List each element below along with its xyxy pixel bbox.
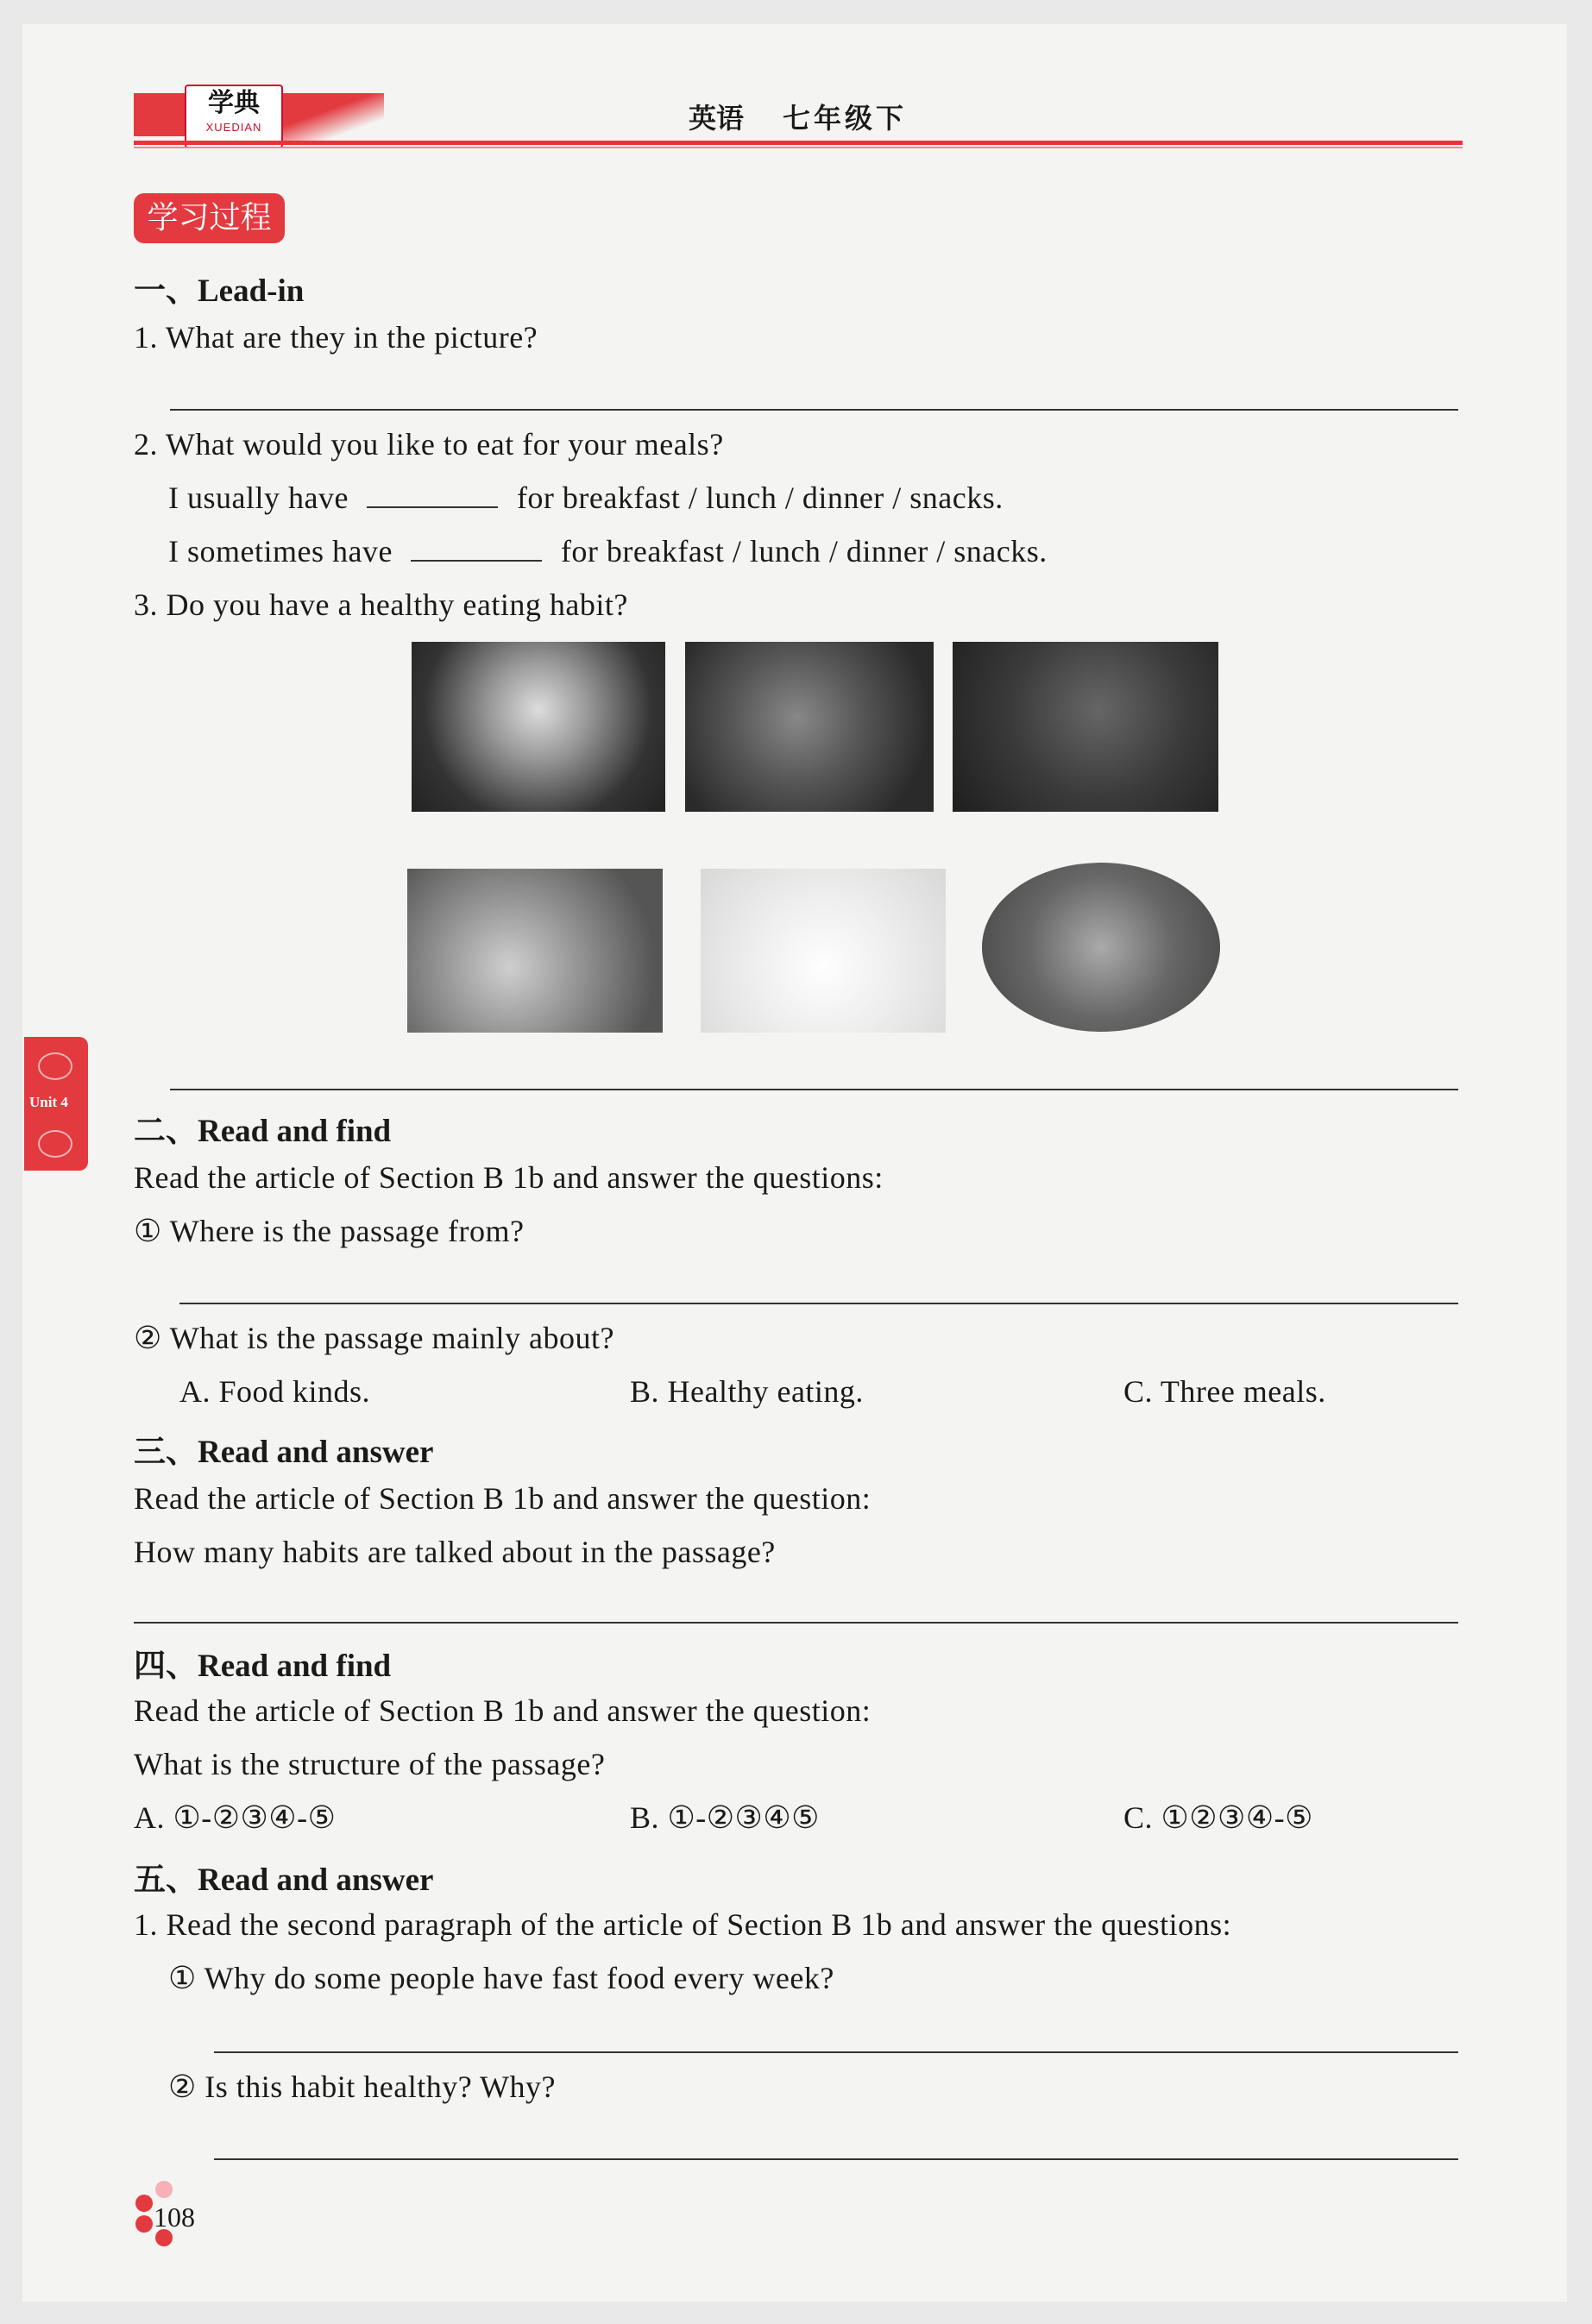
fast-food-photo (953, 642, 1218, 812)
section-3-question: How many habits are talked about in the passage? (134, 1535, 776, 1569)
side-tab-decoration (38, 1052, 72, 1080)
header-grade: 七年级下 (783, 102, 908, 135)
section-5-q2: ② Is this habit healthy? Why? (168, 2070, 557, 2104)
answer-line[interactable] (170, 409, 1458, 411)
page-number: 108 (154, 2202, 195, 2233)
header-red-swoosh-tail (280, 93, 384, 141)
section-5-intro: 1. Read the second paragraph of the article of Section B 1b and answer the questions: (134, 1907, 1232, 1942)
logo-chinese-text: 学典 (208, 88, 260, 118)
section-1-q2: 2. What would you like to eat for your meals? (134, 427, 724, 462)
q2-line1-suffix: for breakfast / lunch / dinner / snacks. (516, 481, 1004, 515)
section-3-title: 三、Read and answer (134, 1435, 434, 1470)
section-5-title: 五、Read and answer (134, 1862, 434, 1898)
decor-dot (135, 2215, 153, 2233)
answer-line[interactable] (214, 2158, 1458, 2160)
logo-english-text: XUEDIAN (205, 121, 262, 134)
header-red-swoosh (134, 93, 186, 136)
brand-logo (185, 85, 283, 148)
section-1-q2-line1 (168, 480, 1004, 516)
decor-dot (155, 2181, 173, 2198)
fill-blank-sometimes[interactable] (411, 534, 542, 562)
section-2-q2: ② What is the passage mainly about? (134, 1321, 614, 1355)
section-1-q2-line2 (168, 533, 1048, 569)
structure-option-b[interactable]: B. ①-②③④⑤ (630, 1800, 820, 1835)
section-2-intro: Read the article of Section B 1b and answer the questions: (134, 1160, 884, 1195)
section-4-intro: Read the article of Section B 1b and answer the question: (134, 1693, 872, 1728)
structure-option-a[interactable]: A. ①-②③④-⑤ (134, 1800, 337, 1835)
vegetables-photo (412, 642, 665, 812)
q2-line2-suffix: for breakfast / lunch / dinner / snacks. (560, 534, 1048, 568)
section-3-intro: Read the article of Section B 1b and answer the question: (134, 1481, 872, 1516)
option-b[interactable]: B. Healthy eating. (630, 1374, 864, 1409)
structure-option-c[interactable]: C. ①②③④-⑤ (1123, 1800, 1313, 1835)
unit-side-tab (24, 1037, 88, 1171)
section-2-title: 二、Read and find (134, 1114, 392, 1149)
answer-line[interactable] (179, 1303, 1458, 1304)
q2-line2-prefix: I sometimes have (168, 534, 393, 568)
section-1-q3: 3. Do you have a healthy eating habit? (134, 587, 628, 622)
section-4-question: What is the structure of the passage? (134, 1747, 606, 1781)
learning-process-badge: 学习过程 (134, 193, 285, 243)
fruits-photo (685, 642, 934, 812)
answer-line[interactable] (170, 1089, 1458, 1090)
side-tab-label: Unit 4 (29, 1094, 68, 1110)
option-a[interactable]: A. Food kinds. (179, 1374, 371, 1409)
q2-line1-prefix: I usually have (168, 481, 349, 515)
dairy-photo (701, 869, 946, 1033)
section-1-title: 一、Lead-in (134, 273, 305, 309)
header-rule (134, 141, 1463, 145)
decor-dot (135, 2195, 153, 2212)
header-rule-thin (134, 147, 1463, 148)
header-subject: 英语 (689, 102, 745, 135)
section-2-q1: ① Where is the passage from? (134, 1214, 525, 1248)
option-c[interactable]: C. Three meals. (1123, 1374, 1326, 1409)
answer-line[interactable] (134, 1622, 1458, 1624)
section-4-title: 四、Read and find (134, 1649, 392, 1684)
answer-line[interactable] (214, 2051, 1458, 2053)
side-tab-decoration-bottom (38, 1130, 72, 1158)
section-5-q1: ① Why do some people have fast food every week? (168, 1961, 834, 1995)
section-1-q1: 1. What are they in the picture? (134, 320, 538, 355)
meat-photo (407, 869, 663, 1033)
snacks-photo (982, 863, 1220, 1032)
fill-blank-usually[interactable] (367, 481, 498, 508)
